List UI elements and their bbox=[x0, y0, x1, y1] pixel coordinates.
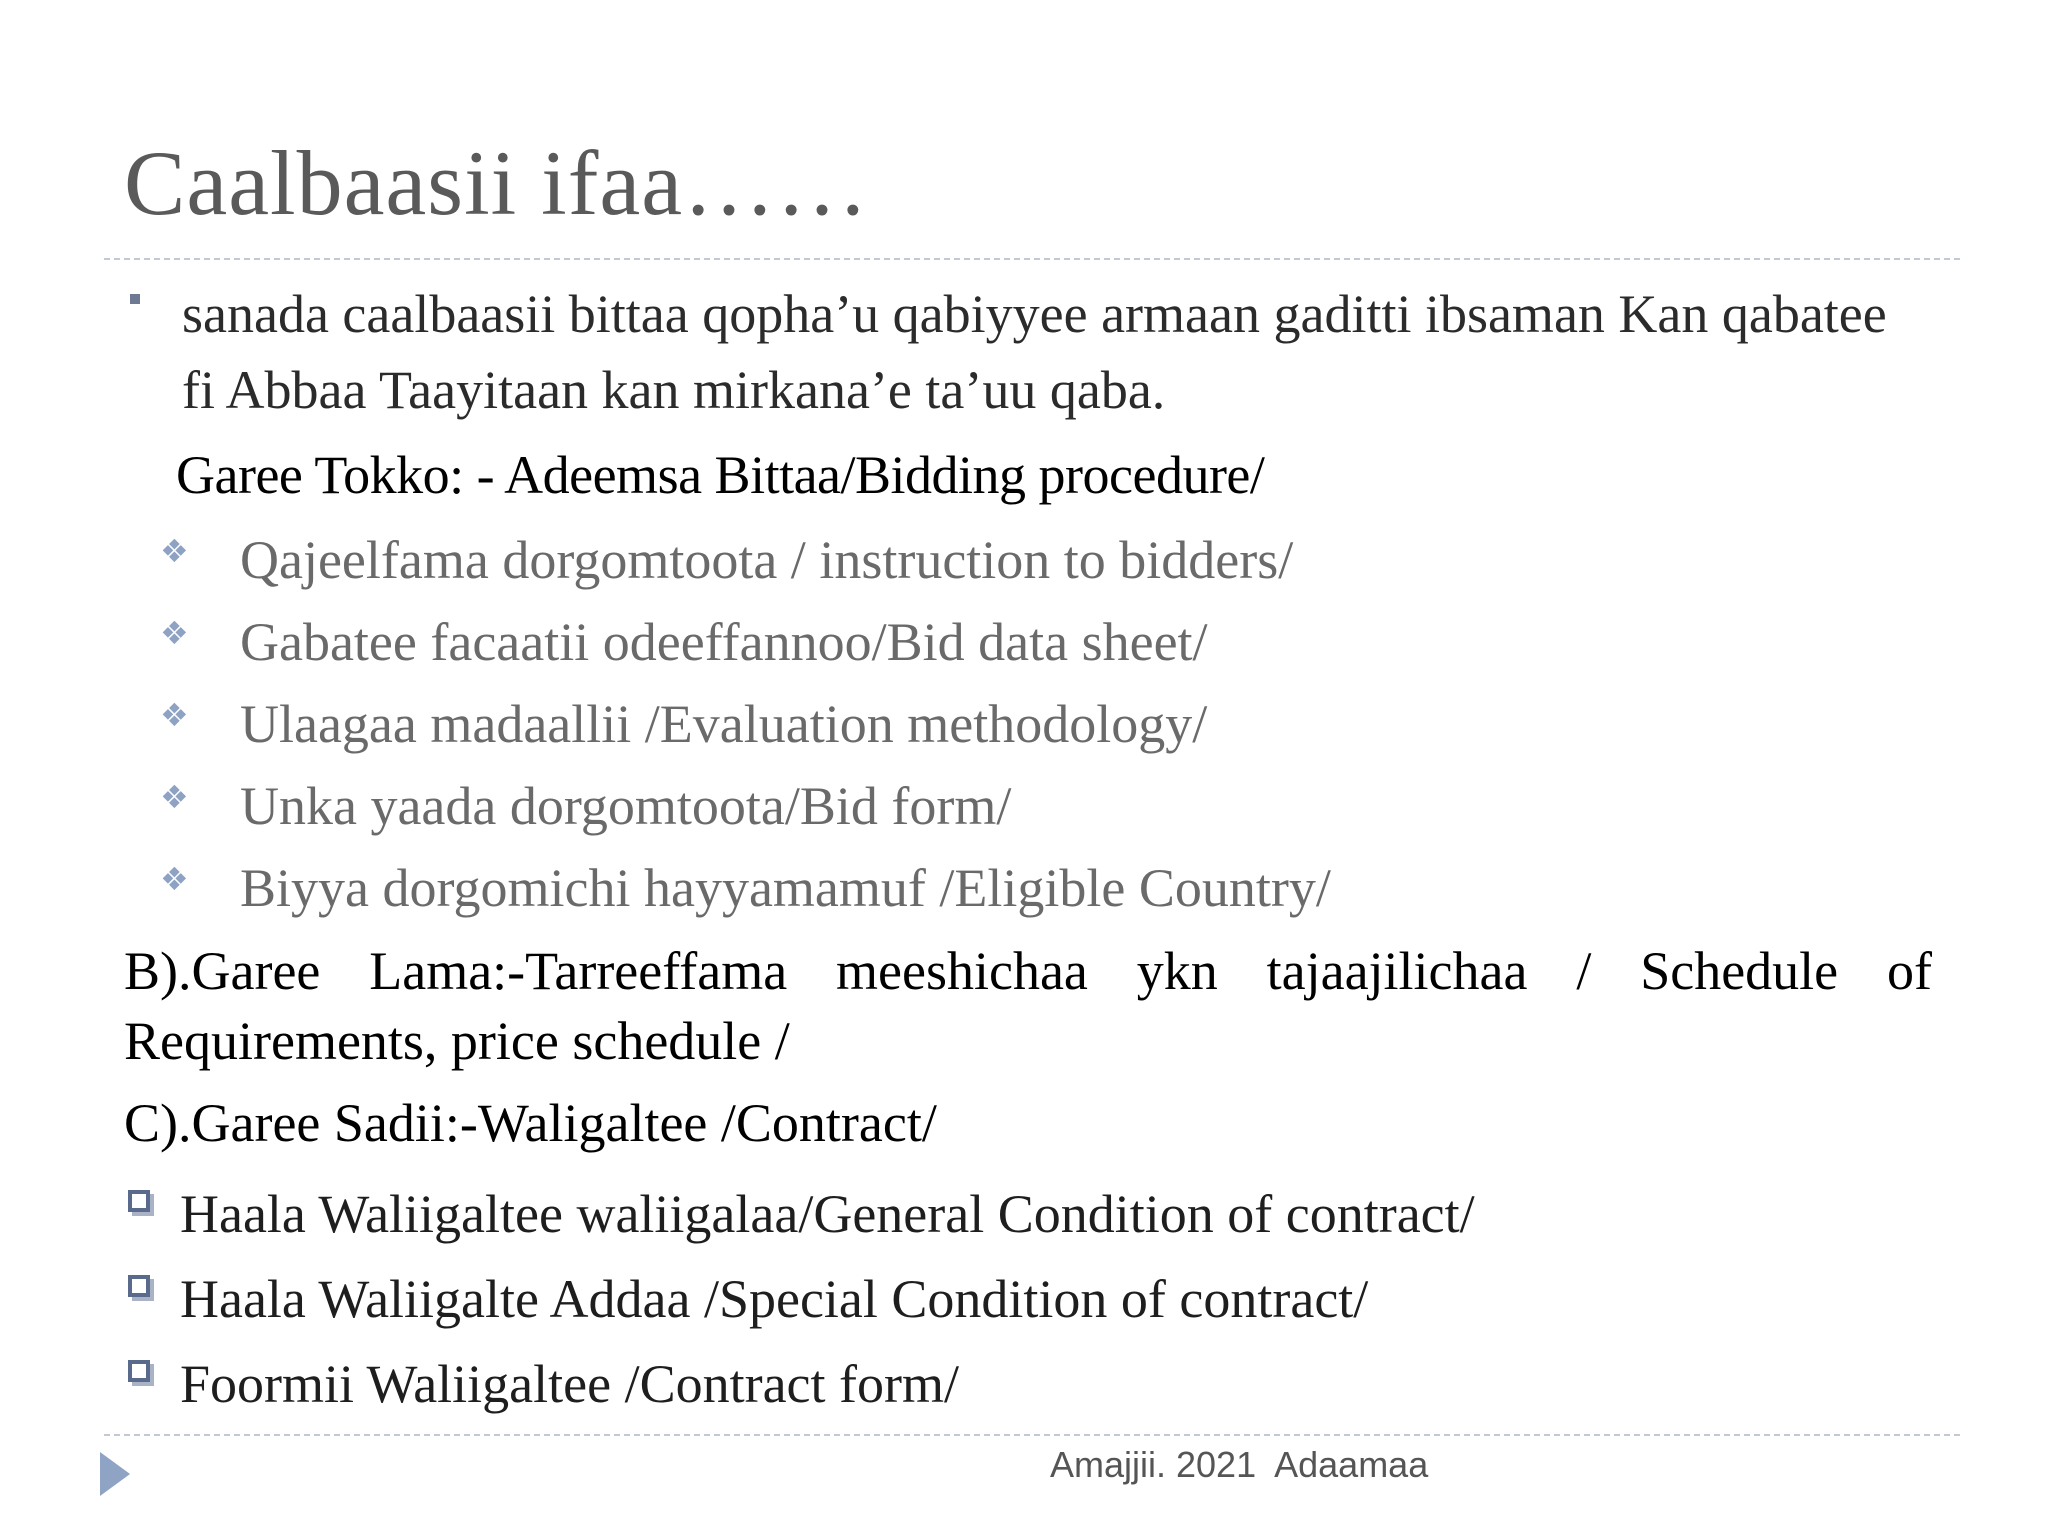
slide-title: Caalbaasii ifaa…… bbox=[124, 132, 870, 234]
four-diamond-bullet-icon: ❖ bbox=[160, 778, 189, 816]
list-item-label: Ulaagaa madaallii /Evaluation methodology/ bbox=[240, 694, 1208, 754]
section-a-list bbox=[160, 522, 1920, 932]
title-divider bbox=[104, 258, 1960, 260]
list-item bbox=[128, 1176, 1888, 1261]
four-diamond-bullet-icon: ❖ bbox=[160, 614, 189, 652]
four-diamond-bullet-icon: ❖ bbox=[160, 860, 189, 898]
list-item-label: Foormii Waliigaltee /Contract form/ bbox=[180, 1354, 959, 1414]
list-item-label: Qajeelfama dorgomtoota / instruction to bidders/ bbox=[240, 530, 1294, 590]
footer-divider bbox=[104, 1434, 1960, 1436]
list-item bbox=[128, 1261, 1888, 1346]
intro-paragraph bbox=[130, 276, 1910, 428]
section-a-heading: Garee Tokko: - Adeemsa Bittaa/Bidding procedure/ bbox=[176, 445, 1265, 505]
section-b-heading: B).Garee Lama:-Tarreeffama meeshichaa ykn tajaajilichaa / Schedule of Requirements, price schedule / bbox=[124, 941, 1932, 1071]
checkbox-bullet-icon bbox=[128, 1190, 150, 1212]
list-item-label: Unka yaada dorgomtoota/Bid form/ bbox=[240, 776, 1012, 836]
list-item bbox=[160, 850, 1920, 932]
list-item bbox=[160, 768, 1920, 850]
intro-text: sanada caalbaasii bittaa qopha’u qabiyyee armaan gaditti ibsaman Kan qabatee fi Abbaa Taayitaan kan mirkana’e ta’uu qaba. bbox=[182, 284, 1887, 420]
checkbox-bullet-icon bbox=[128, 1275, 150, 1297]
list-item bbox=[160, 522, 1920, 604]
list-item-label: Haala Waliigaltee waliigalaa/General Condition of contract/ bbox=[180, 1184, 1475, 1244]
list-item-label: Haala Waliigalte Addaa /Special Condition of contract/ bbox=[180, 1269, 1369, 1329]
list-item-label: Biyya dorgomichi hayyamamuf /Eligible Country/ bbox=[240, 858, 1331, 918]
checkbox-bullet-icon bbox=[128, 1360, 150, 1382]
four-diamond-bullet-icon: ❖ bbox=[160, 696, 189, 734]
list-item bbox=[160, 604, 1920, 686]
list-item bbox=[160, 686, 1920, 768]
footer-text: Amajjii. 2021 Adaamaa bbox=[1050, 1444, 1429, 1485]
play-arrow-icon[interactable] bbox=[100, 1452, 130, 1496]
section-c-heading: C).Garee Sadii:-Waligaltee /Contract/ bbox=[124, 1093, 937, 1153]
square-bullet-icon bbox=[130, 294, 140, 304]
list-item bbox=[128, 1346, 1888, 1431]
section-c-list bbox=[128, 1176, 1888, 1431]
list-item-label: Gabatee facaatii odeeffannoo/Bid data sheet/ bbox=[240, 612, 1208, 672]
four-diamond-bullet-icon: ❖ bbox=[160, 532, 189, 570]
